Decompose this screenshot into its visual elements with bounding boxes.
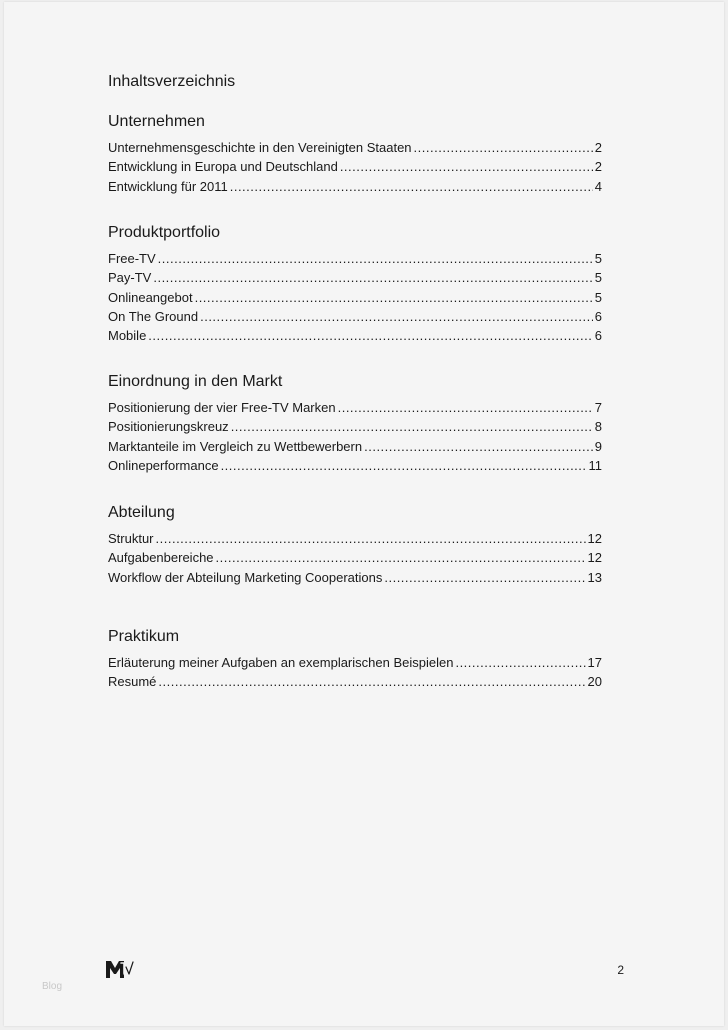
toc-entry-page: 2 (594, 140, 602, 155)
toc-entry-title: Pay-TV (108, 270, 152, 286)
toc-entry-list (108, 653, 602, 692)
section-heading: Einordnung in den Markt (108, 373, 283, 390)
toc-section-einordnung (108, 372, 602, 475)
toc-section-unternehmen (108, 112, 602, 196)
toc-leader-dots (156, 529, 586, 548)
toc-entry-title: Aufgabenbereiche (108, 550, 214, 566)
toc-entry-page: 4 (594, 178, 602, 194)
section-heading: Unternehmen (108, 113, 205, 130)
toc-entry[interactable] (108, 456, 602, 475)
page-number: 2 (617, 963, 624, 977)
document-page (4, 2, 724, 1026)
toc-section-abteilung (108, 503, 602, 587)
toc-leader-dots (195, 288, 593, 307)
toc-leader-dots (221, 456, 587, 475)
toc-entry-list (108, 138, 602, 196)
toc-entry[interactable] (108, 157, 602, 176)
mtv-logo (106, 959, 134, 979)
toc-entry-title: Onlineperformance (108, 457, 219, 473)
toc-entry[interactable] (108, 177, 602, 196)
toc-leader-dots (455, 653, 585, 672)
toc-entry[interactable] (108, 568, 602, 587)
toc-leader-dots (216, 548, 586, 567)
toc-entry-page: 13 (587, 569, 602, 585)
mtv-logo-icon (106, 959, 134, 979)
toc-entry-list (108, 398, 602, 475)
toc-section-praktikum (108, 627, 602, 692)
toc-title: Inhaltsverzeichnis (108, 73, 236, 90)
toc-entry[interactable] (108, 398, 602, 417)
toc-entry[interactable] (108, 288, 602, 307)
toc-leader-dots (338, 398, 593, 417)
toc-entry-page: 2 (594, 159, 602, 175)
toc-entry-title: Free-TV (108, 251, 156, 266)
toc-leader-dots (340, 157, 593, 176)
toc-entry-title: Struktur (108, 531, 154, 546)
toc-leader-dots (384, 568, 585, 587)
toc-entry-page: 5 (594, 251, 602, 266)
toc-entry[interactable] (108, 653, 602, 672)
toc-leader-dots (200, 307, 593, 326)
toc-entry-page: 6 (594, 308, 602, 324)
toc-entry-page: 12 (587, 550, 602, 566)
toc-entry[interactable] (108, 529, 602, 548)
toc-entry-title: Positionierung der vier Free-TV Marken (108, 400, 336, 415)
toc-entry-page: 8 (594, 419, 602, 435)
toc-entry-page: 11 (588, 457, 602, 473)
toc-entry-page: 9 (594, 438, 602, 454)
toc-entry[interactable] (108, 672, 602, 691)
toc-leader-dots (364, 437, 593, 456)
toc-entry-title: Entwicklung für 2011 (108, 178, 228, 194)
toc-entry[interactable] (108, 138, 602, 157)
toc-entry[interactable] (108, 307, 602, 326)
toc-leader-dots (231, 417, 593, 436)
toc-entry-page: 7 (594, 400, 602, 415)
toc-entry-title: Unternehmensgeschichte in den Vereinigten Staaten (108, 140, 412, 155)
toc-entry-page: 17 (587, 655, 602, 670)
watermark-text: Blog (42, 981, 63, 992)
toc-entry-list (108, 249, 602, 345)
toc-entry-page: 5 (594, 270, 602, 286)
toc-entry-title: Erläuterung meiner Aufgaben an exemplarischen Beispielen (108, 655, 454, 670)
section-heading: Produktportfolio (108, 224, 221, 241)
toc-leader-dots (158, 249, 593, 268)
toc-entry-title: Positionierungskreuz (108, 419, 229, 435)
toc-section-produktportfolio (108, 223, 602, 345)
section-heading: Abteilung (108, 504, 175, 521)
toc-entry-page: 12 (587, 531, 602, 546)
toc-entry-title: Marktanteile im Vergleich zu Wettbewerbern (108, 438, 363, 454)
toc-entry-page: 6 (594, 328, 602, 344)
toc-entry-page: 5 (594, 289, 602, 305)
toc-entry-title: Workflow der Abteilung Marketing Cooperations (108, 569, 383, 585)
toc-entry-title: Entwicklung in Europa und Deutschland (108, 159, 338, 175)
toc-entry-list (108, 529, 602, 587)
toc-entry[interactable] (108, 548, 602, 567)
toc-entry-title: Onlineangebot (108, 289, 193, 305)
toc-leader-dots (153, 268, 592, 287)
toc-leader-dots (158, 672, 585, 691)
toc-leader-dots (148, 326, 592, 345)
toc-entry[interactable] (108, 268, 602, 287)
section-heading: Praktikum (108, 628, 180, 645)
toc-entry[interactable] (108, 437, 602, 456)
toc-entry-page: 20 (587, 674, 602, 690)
toc-entry[interactable] (108, 326, 602, 345)
toc-leader-dots (414, 138, 593, 157)
toc-entry[interactable] (108, 417, 602, 436)
toc-entry-title: Resumé (108, 674, 157, 690)
toc-entry[interactable] (108, 249, 602, 268)
toc-entry-title: Mobile (108, 328, 147, 344)
toc-leader-dots (230, 177, 593, 196)
toc-entry-title: On The Ground (108, 308, 199, 324)
